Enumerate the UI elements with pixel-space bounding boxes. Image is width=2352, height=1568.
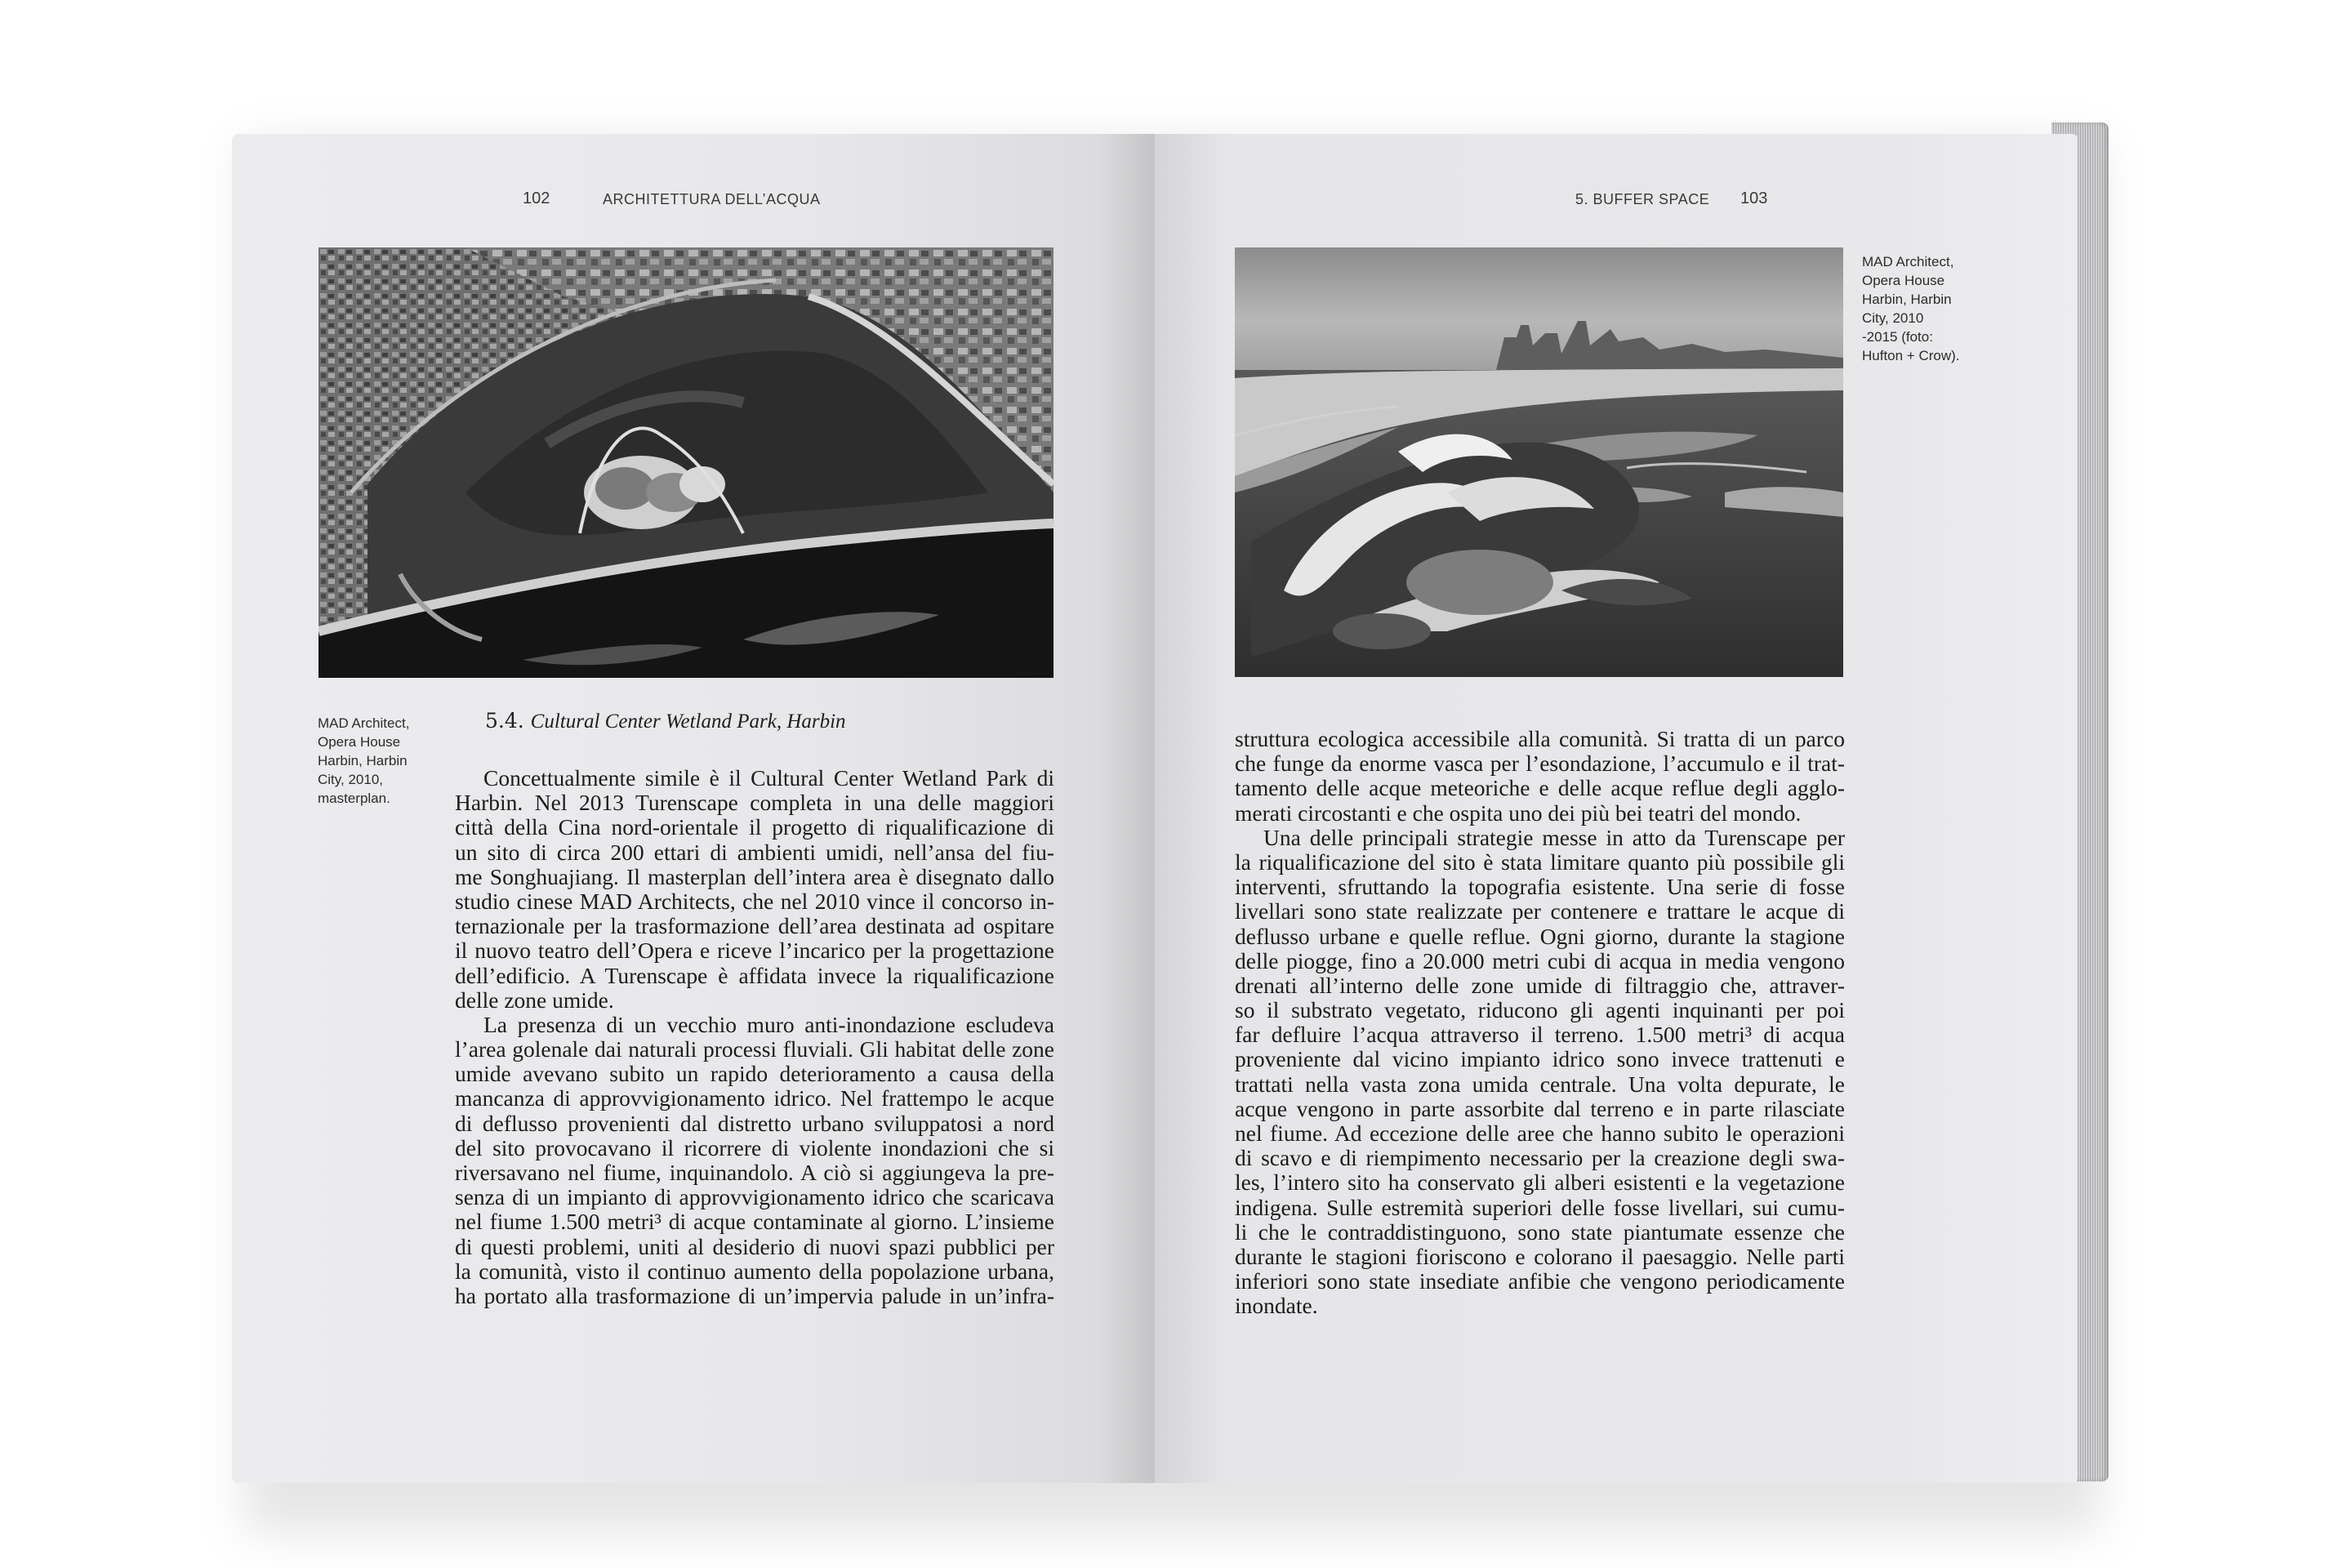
text-line: Harbin. Nel 2013 Turenscape completa in una delle maggiori <box>455 790 1054 816</box>
text-line: di scavo e di riempimento necessario per la creazione degli swa- <box>1235 1145 1845 1171</box>
text-line: inondate. <box>1235 1293 1318 1319</box>
left-page-number: 102 <box>523 189 550 207</box>
text-line: la riqualificazione del sito è stata limitare quanto più possibile gli <box>1235 849 1845 875</box>
text-line: riversavano nel fiume, inquinandolo. A ciò si aggiungeva la pre- <box>455 1160 1054 1185</box>
text-line: il nuovo teatro dell’Opera e riceve l’incarico per la progettazione <box>455 938 1054 964</box>
text-line: ternazionale per la trasformazione dell’area destinata ad ospitare <box>455 913 1054 939</box>
right-photo-caption <box>1862 252 1960 365</box>
opera-house-photo <box>1235 247 1843 677</box>
section-title: Cultural Center Wetland Park, Harbin <box>530 710 846 733</box>
text-line: umide avevano subito un rapido deterioramento a causa della <box>455 1061 1054 1087</box>
text-line: dell’edificio. A Turenscape è affidata invece la riqualificazione <box>455 962 1054 988</box>
masterplan-photo <box>318 247 1054 678</box>
text-line: Concettualmente simile è il Cultural Center Wetland Park di <box>483 765 1054 791</box>
caption-line: City, 2010 <box>1862 310 1924 326</box>
caption-line: MAD Architect, <box>1862 254 1954 270</box>
caption-line: Hufton + Crow). <box>1862 348 1960 363</box>
text-line: di questi problemi, uniti al desiderio di nuovi spazi pubblici per <box>455 1233 1054 1259</box>
text-line: livellari sono state realizzate per contenere e trattare le acque di <box>1235 898 1845 924</box>
caption-line: -2015 (foto: <box>1862 329 1933 345</box>
text-line: delle piogge, fino a 20.000 metri cubi di acqua in media vengono <box>1235 947 1845 973</box>
text-line: di deflusso provenienti dal distretto urbano sviluppatosi a nord <box>455 1110 1054 1136</box>
text-line: città della Cina nord-orientale il progetto di riqualificazione di <box>455 814 1054 840</box>
text-line: senza di un impianto di approvvigionamento idrico che scaricava <box>455 1184 1054 1210</box>
left-body-text <box>455 766 1054 1308</box>
caption-line: City, 2010, <box>318 772 384 787</box>
right-body-text <box>1235 727 1845 1319</box>
left-photo-caption <box>318 714 409 808</box>
caption-line: Opera House <box>318 734 401 750</box>
text-line: studio cinese MAD Architects, che nel 2010 vince il concorso in- <box>455 888 1054 914</box>
text-line: la comunità, visto il continuo aumento della popolazione urbana, <box>455 1258 1054 1284</box>
text-line: nel fiume 1.500 metri³ di acque contaminate al giorno. L’insieme <box>455 1209 1054 1235</box>
text-line: deflusso urbane e quelle reflue. Ogni giorno, durante la stagione <box>1235 923 1845 949</box>
caption-line: Harbin, Harbin <box>318 753 408 768</box>
text-line: La presenza di un vecchio muro anti-inondazione escludeva <box>483 1011 1054 1037</box>
caption-line: masterplan. <box>318 791 390 806</box>
text-line: proveniente dal vicino impianto idrico sono invece trattenuti e <box>1235 1046 1845 1072</box>
text-line: inferiori sono state insediate anfibie che vengono periodicamente <box>1235 1268 1845 1294</box>
text-line: tamento delle acque meteoriche e delle acque reflue degli agglo- <box>1235 775 1845 801</box>
text-line: nel fiume. Ad eccezione delle aree che hanno subito le operazioni <box>1235 1120 1845 1146</box>
text-line: struttura ecologica accessibile alla comunità. Si tratta di un parco <box>1235 726 1845 751</box>
caption-line: Harbin, Harbin <box>1862 292 1952 307</box>
section-heading <box>485 709 846 733</box>
text-line: indigena. Sulle estremità superiori delle fosse livellari, sui cumu- <box>1235 1194 1845 1220</box>
text-line: Una delle principali strategie messe in atto da Turenscape per <box>1263 824 1845 850</box>
left-running-title: ARCHITETTURA DELL’ACQUA <box>603 191 821 207</box>
text-line: me Songhuajiang. Il masterplan dell’intera area è disegnato dallo <box>455 863 1054 889</box>
text-line: l’area golenale dai naturali processi fluviali. Gli habitat delle zone <box>455 1036 1054 1062</box>
caption-line: Opera House <box>1862 273 1945 288</box>
text-line: ha portato alla trasformazione di un’impervia palude in un’infra- <box>455 1282 1054 1308</box>
right-page-number: 103 <box>1740 189 1768 207</box>
text-line: che funge da enorme vasca per l’esondazione, l’accumulo e il trat- <box>1235 751 1845 777</box>
text-line: mancanza di approvvigionamento idrico. Nel frattempo le acque <box>455 1085 1054 1111</box>
text-line: acque vengono in parte assorbite dal terreno e in parte rilasciate <box>1235 1095 1845 1121</box>
text-line: far defluire l’acqua attraverso il terreno. 1.500 metri³ di acqua <box>1235 1022 1845 1048</box>
text-line: so il substrato vegetato, riducono gli agenti inquinanti per poi <box>1235 997 1845 1023</box>
text-line: delle zone umide. <box>455 987 614 1013</box>
text-line: trattati nella vasta zona umida centrale. Una volta depurate, le <box>1235 1071 1845 1097</box>
right-running-title: 5. BUFFER SPACE <box>1575 191 1710 207</box>
text-line: li che le contraddistinguono, sono state piantumate essenze che <box>1235 1218 1845 1245</box>
text-line: durante le stagioni fioriscono e colorano il paesaggio. Nelle parti <box>1235 1243 1845 1269</box>
text-line: les, l’intero sito ha conservato gli alberi esistenti e la vegetazione <box>1235 1169 1845 1196</box>
text-line: merati circostanti e che ospita uno dei più bei teatri del mondo. <box>1235 800 1802 826</box>
text-line: interventi, sfruttando la topografia esistente. Una serie di fosse <box>1235 874 1845 900</box>
text-line: drenati all’interno delle zone umide di filtraggio che, attraver- <box>1235 972 1845 998</box>
section-number: 5.4. <box>485 709 524 733</box>
caption-line: MAD Architect, <box>318 715 410 731</box>
text-line: un sito di circa 200 ettari di ambienti umidi, nell’ansa del fiu- <box>455 839 1054 865</box>
text-line: del sito provocavano il ricorrere di violente inondazioni che si <box>455 1134 1054 1160</box>
